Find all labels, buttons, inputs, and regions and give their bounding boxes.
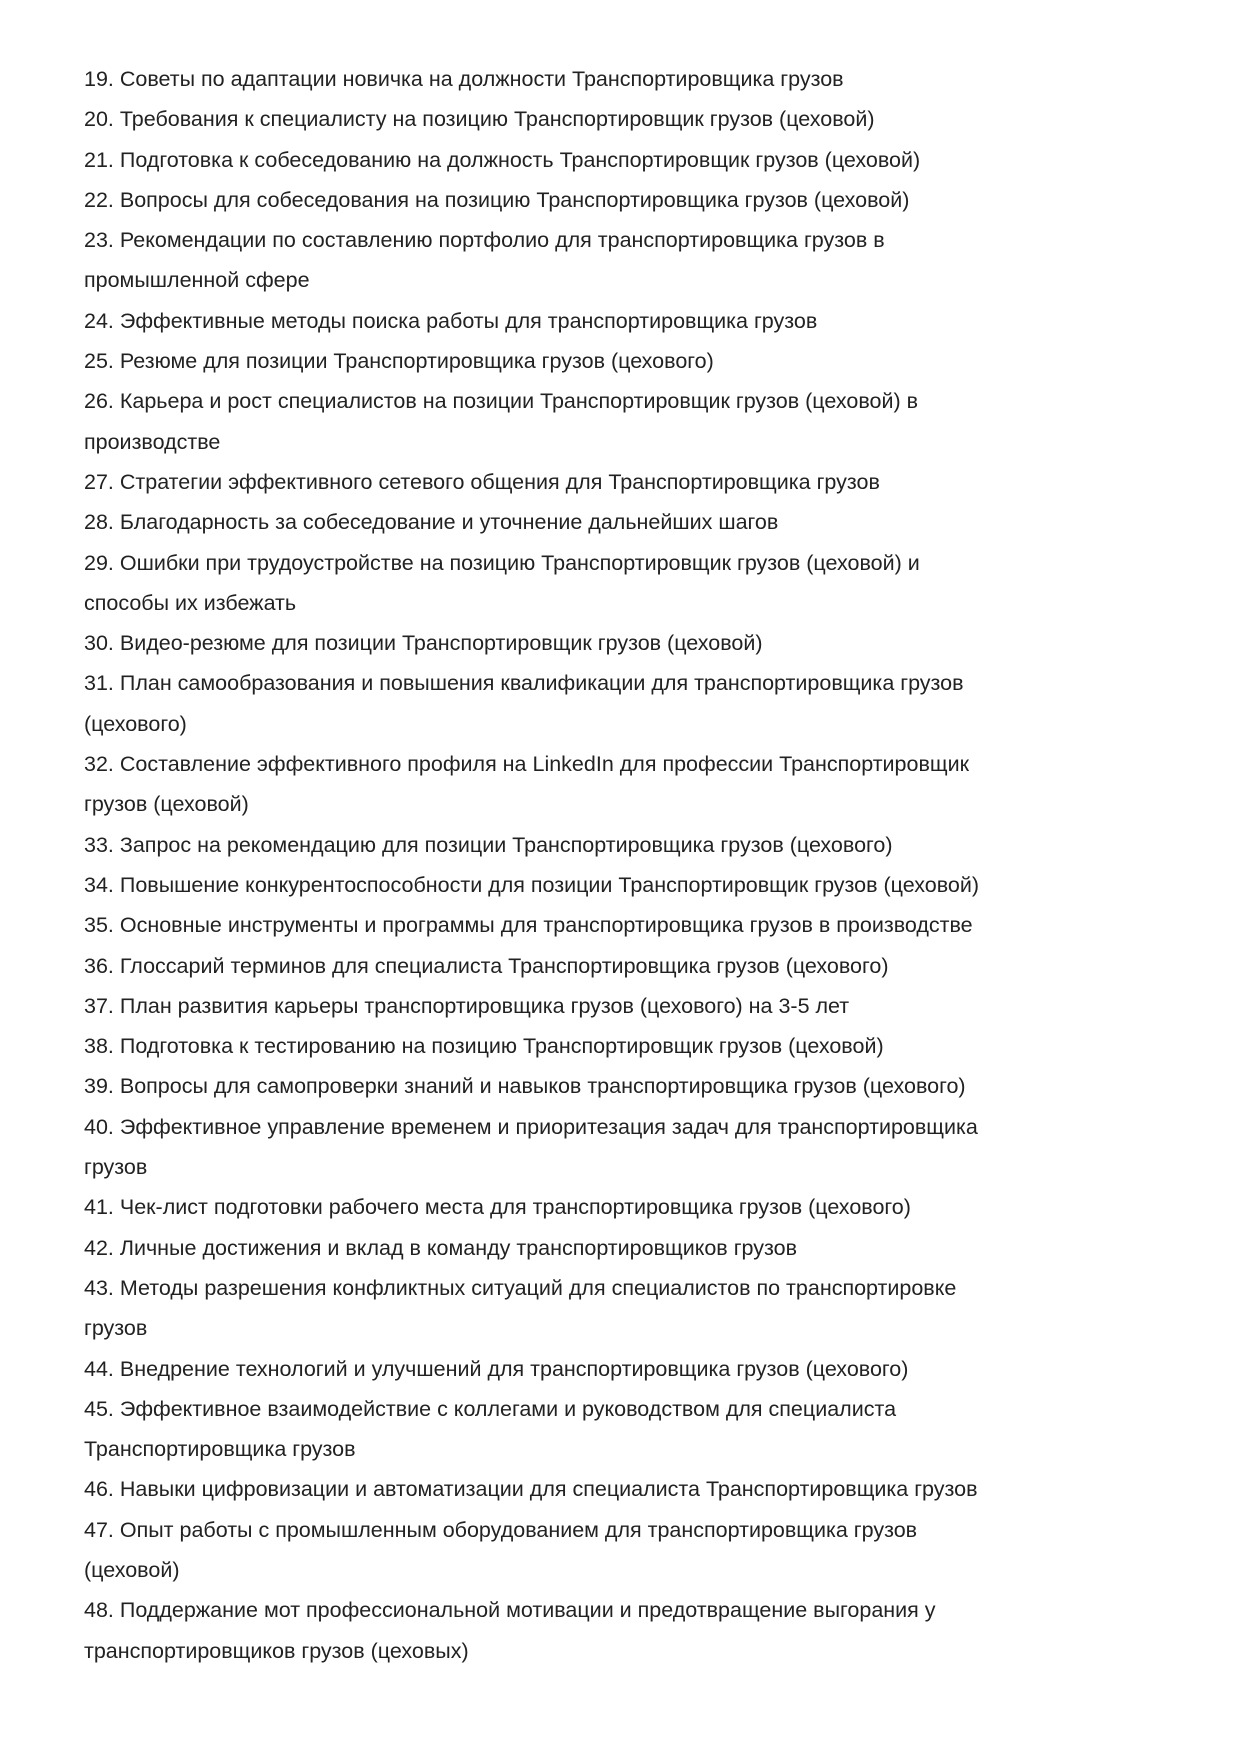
list-item-line: 25. Резюме для позиции Транспортировщика грузов (цехового) <box>84 349 714 374</box>
list-item-line: 39. Вопросы для самопроверки знаний и навыков транспортировщика грузов (цехового) <box>84 1074 966 1099</box>
list-item-line: 46. Навыки цифровизации и автоматизации для специалиста Транспортировщика грузов <box>84 1477 978 1502</box>
list-item <box>84 986 1204 1026</box>
list-item <box>84 905 1204 945</box>
list-item-line: способы их избежать <box>84 590 297 615</box>
list-item <box>84 301 1204 341</box>
list-item <box>84 1389 1204 1470</box>
list-item <box>84 502 1204 542</box>
list-item <box>84 180 1204 220</box>
list-item-line: 41. Чек-лист подготовки рабочего места для транспортировщика грузов (цехового) <box>84 1195 911 1220</box>
list-item-line: 31. План самообразования и повышения квалификации для транспортировщика грузов <box>84 671 964 696</box>
list-item-line: грузов <box>84 1316 148 1341</box>
list-item-line: 19. Советы по адаптации новичка на должности Транспортировщика грузов <box>84 67 844 91</box>
list-item <box>84 462 1204 502</box>
list-item <box>84 744 1204 825</box>
list-item-line: 26. Карьера и рост специалистов на позиции Транспортировщик грузов (цеховой) в <box>84 389 919 414</box>
list-item-line: 48. Поддержание мот профессиональной мотивации и предотвращение выгорания у <box>84 1598 936 1623</box>
list-item-line: грузов (цеховой) <box>84 792 249 817</box>
list-item <box>84 1349 1204 1389</box>
list-item <box>84 663 1204 744</box>
list-item <box>84 1187 1204 1227</box>
list-item-line: Транспортировщика грузов <box>84 1437 356 1462</box>
list-item-line: (цеховой) <box>84 1557 180 1582</box>
list-item <box>84 1228 1204 1268</box>
list-item <box>84 1107 1204 1188</box>
list-item-line: транспортировщиков грузов (цеховых) <box>84 1638 469 1663</box>
list-item <box>84 825 1204 865</box>
list-item <box>84 865 1204 905</box>
list-item <box>84 946 1204 986</box>
list-item <box>84 623 1204 663</box>
list-item-line: 44. Внедрение технологий и улучшений для транспортировщика грузов (цехового) <box>84 1356 909 1381</box>
list-item <box>84 1066 1204 1106</box>
list-item <box>84 99 1204 139</box>
list-item-line: 38. Подготовка к тестированию на позицию Транспортировщик грузов (цеховой) <box>84 1034 884 1059</box>
list-item-line: 29. Ошибки при трудоустройстве на позицию Транспортировщик грузов (цеховой) и <box>84 550 920 575</box>
list-item-line: 27. Стратегии эффективного сетевого общения для Транспортировщика грузов <box>84 469 880 494</box>
list-item <box>84 1026 1204 1066</box>
list-item-line: 43. Методы разрешения конфликтных ситуаций для специалистов по транспортировке <box>84 1275 957 1300</box>
list-item-line: 21. Подготовка к собеседованию на должность Транспортировщик грузов (цеховой) <box>84 147 921 172</box>
list-item <box>84 1469 1204 1509</box>
list-item <box>84 140 1204 180</box>
list-item-line: 24. Эффективные методы поиска работы для транспортировщика грузов <box>84 308 818 333</box>
list-item-line: производстве <box>84 429 221 454</box>
list-item <box>84 59 1204 99</box>
list-item <box>84 543 1204 624</box>
list-item-line: (цехового) <box>84 711 187 736</box>
list-item-line: 34. Повышение конкурентоспособности для позиции Транспортировщик грузов (цеховой) <box>84 872 980 897</box>
list-item-line: 22. Вопросы для собеседования на позицию Транспортировщика грузов (цеховой) <box>84 187 910 212</box>
list-item-line: промышленной сфере <box>84 268 310 293</box>
list-item-line: 20. Требования к специалисту на позицию Транспортировщик грузов (цеховой) <box>84 107 875 132</box>
list-item-line: 28. Благодарность за собеседование и уточнение дальнейших шагов <box>84 510 779 535</box>
numbered-list <box>84 59 1204 1671</box>
list-item-line: 23. Рекомендации по составлению портфолио для транспортировщика грузов в <box>84 228 885 253</box>
list-item <box>84 1510 1204 1591</box>
list-item-line: 36. Глоссарий терминов для специалиста Транспортировщика грузов (цехового) <box>84 953 889 978</box>
list-item <box>84 220 1204 301</box>
list-item <box>84 1268 1204 1349</box>
list-item-line: 30. Видео-резюме для позиции Транспортировщик грузов (цеховой) <box>84 631 763 656</box>
list-item-line: грузов <box>84 1155 148 1180</box>
list-item-line: 42. Личные достижения и вклад в команду транспортировщиков грузов <box>84 1235 798 1260</box>
list-item-line: 32. Составление эффективного профиля на LinkedIn для профессии Транспортировщик <box>84 752 969 777</box>
list-item-line: 33. Запрос на рекомендацию для позиции Транспортировщика грузов (цехового) <box>84 832 893 857</box>
list-item-line: 45. Эффективное взаимодействие с коллегами и руководством для специалиста <box>84 1396 897 1421</box>
list-item-line: 35. Основные инструменты и программы для транспортировщика грузов в производстве <box>84 913 973 938</box>
list-item-line: 40. Эффективное управление временем и приоритезация задач для транспортировщика <box>84 1114 978 1139</box>
list-item <box>84 341 1204 381</box>
list-item <box>84 381 1204 462</box>
list-item-line: 37. План развития карьеры транспортировщика грузов (цехового) на 3-5 лет <box>84 993 850 1018</box>
list-item <box>84 1590 1204 1671</box>
list-item-line: 47. Опыт работы с промышленным оборудованием для транспортировщика грузов <box>84 1517 918 1542</box>
